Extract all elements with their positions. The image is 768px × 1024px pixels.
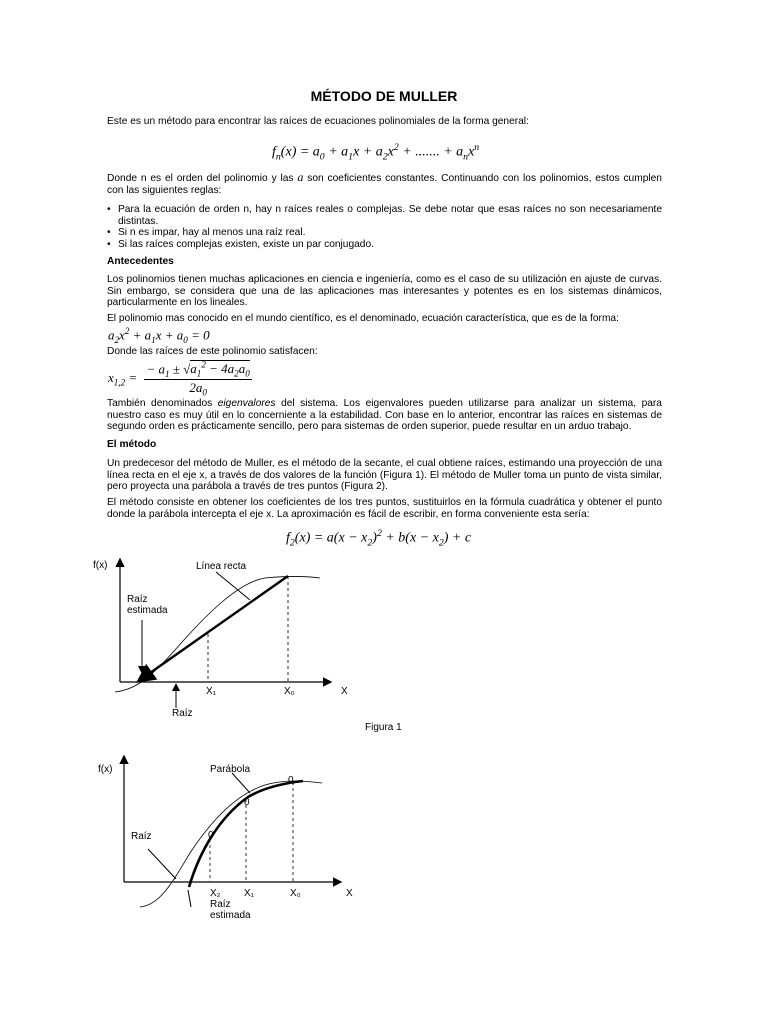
- fig2-point-x1: 0: [244, 797, 250, 808]
- intro-paragraph: Este es un método para encontrar las raíces de ecuaciones polinomiales de la forma general:: [107, 116, 529, 127]
- antecedentes-paragraph-3: Donde las raíces de este polinomio satisfacen:: [107, 346, 318, 357]
- formula-muller-parabola: $f_2(x) = a(x - x_2)^2 + b(x - x_2) + c$: [286, 528, 472, 549]
- fig2-point-x0: 0: [288, 775, 294, 786]
- fig2-raiz-label: Raíz: [131, 831, 152, 842]
- fig1-x-label: X: [341, 686, 348, 697]
- antecedentes-paragraph-4: También denominados eigenvalores del sistema. Los eigenvalores pueden utilizarse para analizar un sistema, para nuestro caso es muy útil en lo concerniente a la estabilidad. Con base en lo anterior, encontrar las raíces en sistemas de segundo orden es prácticamente sencillo, pero para sistemas de orden superior, puede resultar en un arduo trabajo.: [107, 398, 662, 432]
- page-title: MÉTODO DE MULLER: [310, 88, 458, 104]
- antecedentes-paragraph-1: Los polinomios tienen muchas aplicaciones en ciencia e ingeniería, como es el caso de su utilización en ajuste de curvas. Sin embargo, se considera que una de las aplicaciones mas interesantes y potentes es en los sistemas dinámicos, particularmente en los lineales.: [107, 274, 662, 308]
- fig1-x0-label: X₀: [284, 686, 295, 697]
- fig2-parabola-label: Parábola: [210, 764, 251, 775]
- figure-1-caption: Figura 1: [365, 722, 402, 733]
- figure-1-secant-diagram: [80, 550, 420, 725]
- antecedentes-paragraph-2: El polinomio mas conocido en el mundo científico, es el denominado, ecuación característica, que es de la forma:: [107, 313, 619, 324]
- heading-el-metodo: El método: [107, 439, 157, 450]
- formula-roots: $x_{1,2}$ = $\frac{- a_1 \pm √a_1^2 - 4a_2a_0}{2a_0}$: [108, 360, 250, 398]
- list-item: • Si las raíces complejas existen, existe un par conjugado.: [107, 239, 662, 251]
- estimated-root-pointer: [188, 890, 191, 907]
- formula-general-polynomial: $f_n(x) = a_0 + a_1x + a_2x^2$ + ....... + $a_nx^n$: [272, 142, 480, 163]
- parabola-label-pointer: [232, 773, 250, 793]
- heading-antecedentes: Antecedentes: [107, 256, 174, 267]
- fig2-x1-label: X₁: [244, 888, 255, 899]
- formula-characteristic-equation: $a_2x^2 + a_1x + a_0 = 0$: [108, 326, 210, 345]
- fig2-x0-label: X₀: [290, 888, 301, 899]
- root-pointer: [148, 849, 176, 879]
- fig1-raiz-estimada-label-1: Raíz: [127, 594, 148, 605]
- fig2-x-label: X: [346, 888, 353, 899]
- figure-2-muller-diagram: [90, 755, 390, 930]
- list-item: • Para la ecuación de orden n, hay n raíces reales o complejas. Se debe notar que esas raíces no son necesariamente distintas.: [107, 204, 662, 227]
- metodo-paragraph-1: Un predecesor del método de Muller, es el método de la secante, el cual obtiene raíces, estimando una proyección de una línea recta en el eje x, a través de dos valores de la función (Figura 1). El método de Muller toma un punto de vista similar, pero proyecta una parábola a través de tres puntos (Figura 2).: [107, 458, 662, 492]
- fig2-raiz-estimada-label-1: Raíz: [210, 899, 231, 910]
- donde-paragraph: Donde n es el orden del polinomio y las a son coeficientes constantes. Continuando con los polinomios, estos cumplen con las siguientes reglas:: [107, 170, 662, 196]
- fig1-linea-recta-label: Línea recta: [196, 561, 247, 572]
- rules-list: [107, 204, 662, 250]
- fig2-fx-label: f(x): [98, 764, 113, 775]
- fig2-point-x2: 0: [208, 830, 214, 841]
- fig1-fx-label: f(x): [93, 560, 108, 571]
- fig2-raiz-estimada-label-2: estimada: [210, 910, 251, 921]
- metodo-paragraph-2: El método consiste en obtener los coeficientes de los tres puntos, sustituirlos en la fórmula cuadrática y obtener el punto donde la parábola intercepta el eje x. La aproximación es fácil de escribir, en forma conveniente esta sería:: [107, 497, 662, 520]
- fig1-raiz-estimada-label-2: estimada: [127, 605, 168, 616]
- secant-line: [140, 576, 288, 680]
- fig2-x2-label: X₂: [210, 888, 221, 899]
- fig1-raiz-label: Raíz: [172, 708, 193, 719]
- list-item: • Si n es impar, hay al menos una raíz real.: [107, 227, 662, 239]
- fig1-x1-label: X₁: [206, 686, 217, 697]
